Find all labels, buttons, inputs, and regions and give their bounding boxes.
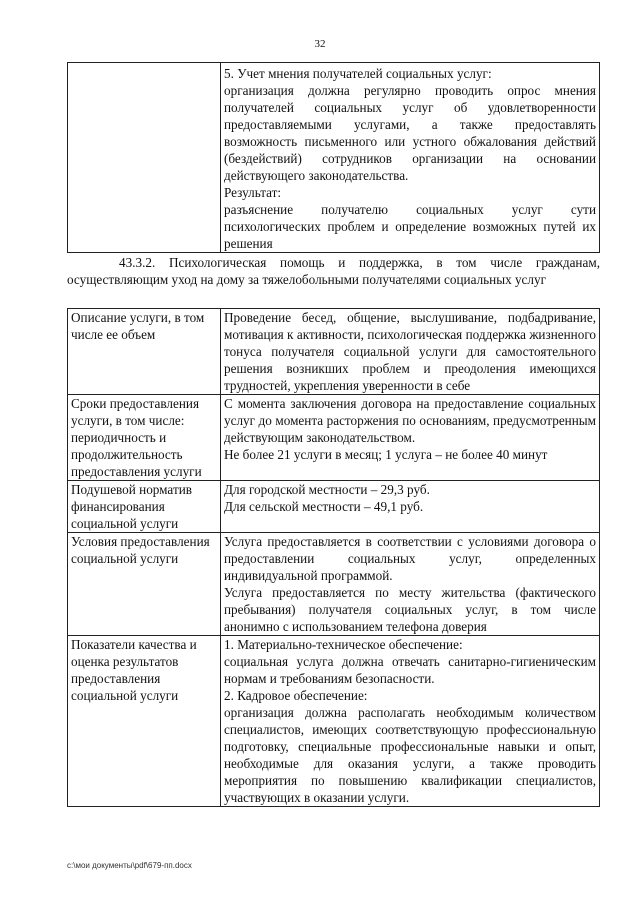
table-row — [68, 481, 600, 533]
row-content — [221, 481, 600, 533]
paragraph: 5. Учет мнения получателей социальных услуг: — [224, 66, 492, 81]
paragraph: социальная услуга должна отвечать санитарно-гигиеническим нормам и требованиям безопасности. — [224, 654, 596, 686]
paragraph: Не более 21 услуги в месяц; 1 услуга – не более 40 минут — [224, 447, 548, 462]
row-content — [221, 533, 600, 636]
table-row — [68, 395, 600, 481]
file-path-footer: c:\мои документы\pdf\679-пп.docx — [67, 861, 192, 870]
row-label: Сроки предоставления услуги, в том числе: периодичность и продолжительность предоставления услуги — [68, 395, 221, 481]
row-label: Показатели качества и оценка результатов предоставления социальной услуги — [68, 636, 221, 807]
paragraph: Проведение бесед, общение, выслушивание, подбадривание, мотивация к активности, психологическая поддержка жизненного тонуса получателя социальной услуги для самостоятельного решения возникших проблем и преодоления имеющихся трудностей, укрепления уверенности в себе — [224, 310, 596, 393]
row-content — [221, 636, 600, 807]
paragraph: организация должна регулярно проводить опрос мнения получателей социальных услуг об удовлетворенности предоставляемыми услугами, а также предоставлять возможность письменного или устного обжалования действий (бездействий) сотрудников организации на основании действующего законодательства. — [224, 83, 596, 183]
paragraph: Услуга предоставляется в соответствии с условиями договора о предоставлении социальных услуг, определенных индивидуальной программой. — [224, 534, 596, 583]
paragraph: Для городской местности – 29,3 руб. — [224, 482, 430, 497]
continued-table — [67, 62, 600, 253]
row-label: Описание услуги, в том числе ее объем — [68, 309, 221, 395]
row-content — [221, 309, 600, 395]
content-cell — [221, 63, 600, 253]
table-row — [68, 309, 600, 395]
section-heading: 43.3.2. Психологическая помощь и поддержка, в том числе гражданам, осуществляющим уход на дому за тяжелобольными получателями социальных услуг — [67, 255, 600, 287]
paragraph: 1. Материально-техническое обеспечение: — [224, 637, 463, 652]
paragraph: 2. Кадровое обеспечение: — [224, 688, 368, 703]
paragraph: С момента заключения договора на предоставление социальных услуг до момента расторжения по основаниям, предусмотренным действующим законодательством. — [224, 396, 596, 445]
table-row — [68, 63, 600, 253]
row-label: Подушевой норматив финансирования социальной услуги — [68, 481, 221, 533]
paragraph: Для сельской местности – 49,1 руб. — [224, 499, 424, 514]
page-number: 32 — [314, 38, 326, 50]
row-label: Условия предоставления социальной услуги — [68, 533, 221, 636]
paragraph: организация должна располагать необходимым количеством специалистов, имеющих соответствующую профессиональную подготовку, специальные профессиональные навыки и опыт, необходимые для оказания услуги, а также проводить мероприятия по повышению квалификации специалистов, участвующих в оказании услуги. — [224, 705, 596, 805]
row-content — [221, 395, 600, 481]
service-table — [67, 308, 600, 807]
table-row — [68, 533, 600, 636]
paragraph: Результат: — [224, 185, 282, 200]
paragraph: разъяснение получателю социальных услуг сути психологических проблем и определение возможных путей их решения — [224, 202, 596, 251]
empty-label-cell — [68, 63, 221, 253]
paragraph: Услуга предоставляется по месту жительства (фактического пребывания) получателя социальных услуг, в том числе анонимно с использованием телефона доверия — [224, 585, 596, 634]
table-row — [68, 636, 600, 807]
